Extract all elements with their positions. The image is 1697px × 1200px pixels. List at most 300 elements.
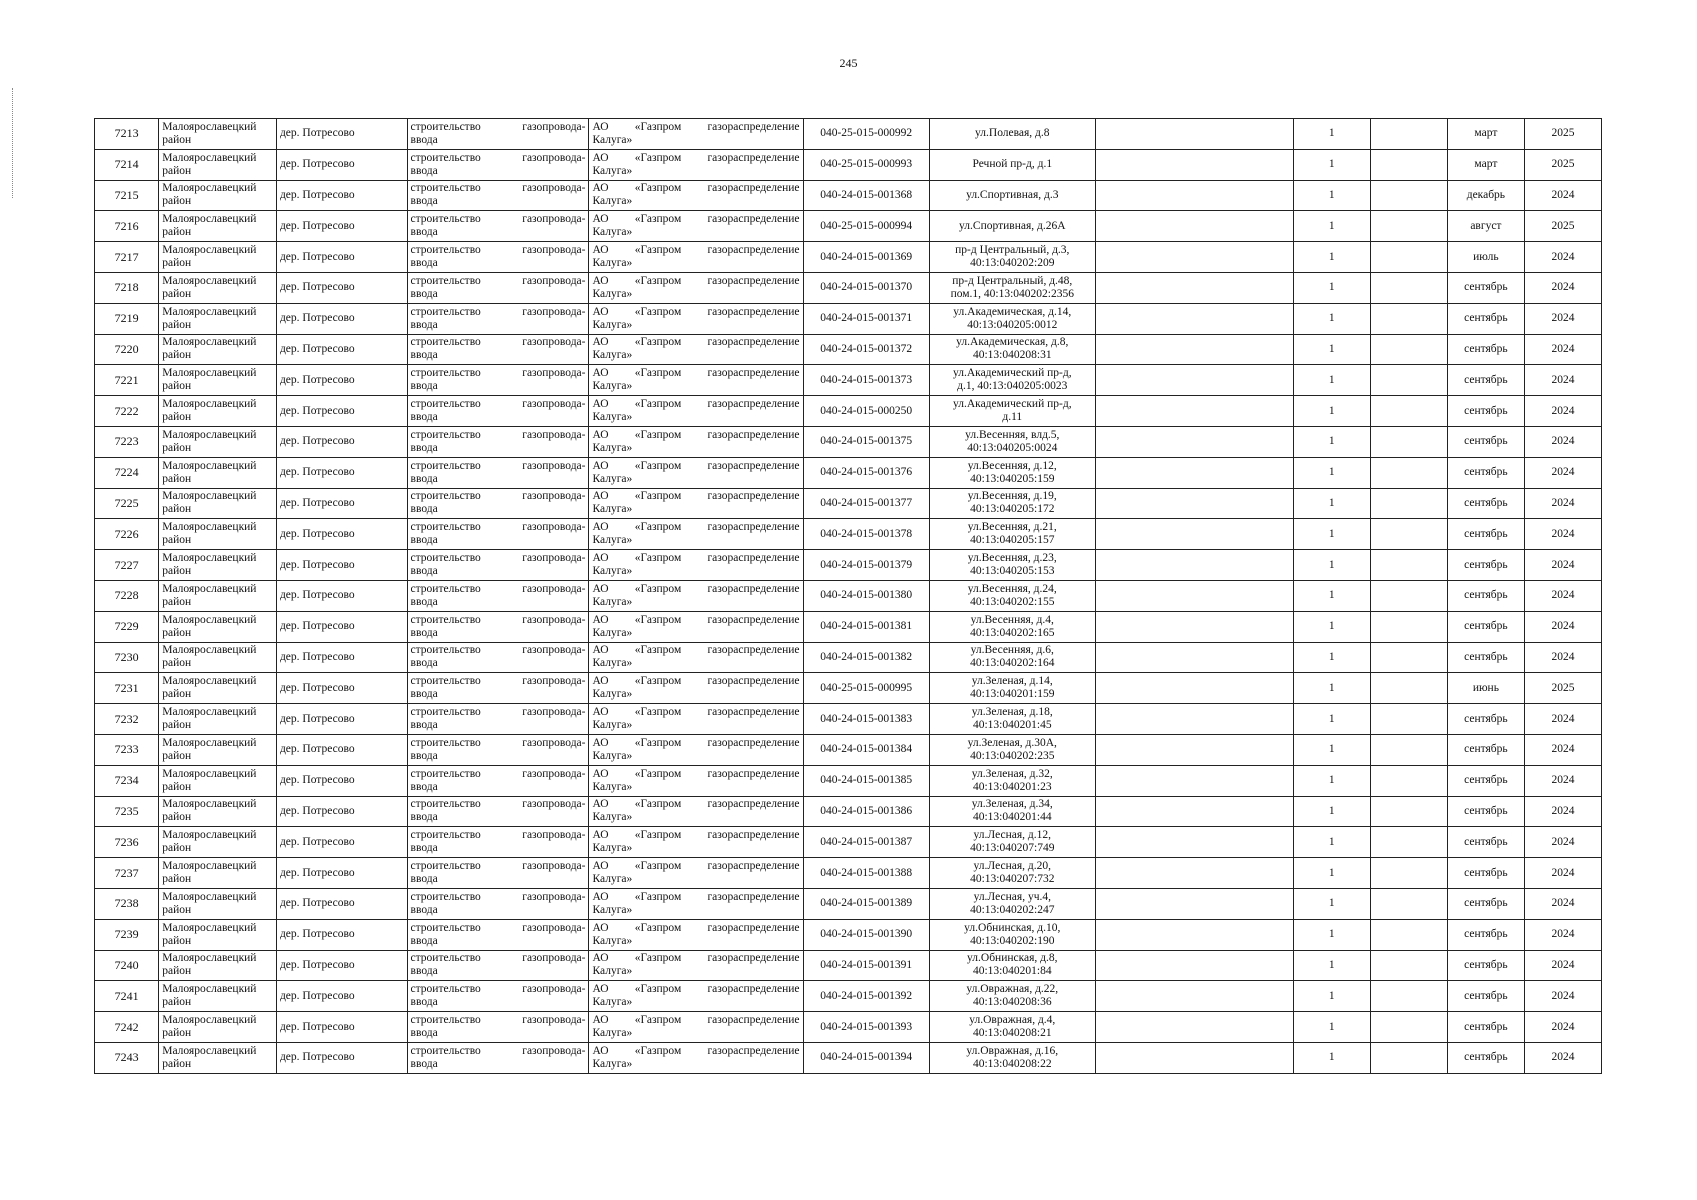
month-cell: сентябрь [1447, 580, 1524, 611]
year-cell: 2024 [1524, 365, 1601, 396]
empty-cell [1095, 149, 1293, 180]
address-line-2: 40:13:040202:190 [970, 934, 1055, 947]
region-line-1: Малоярославецкий [162, 490, 257, 503]
region-cell [159, 334, 277, 365]
empty-cell [1095, 796, 1293, 827]
quantity-cell: 1 [1293, 858, 1370, 889]
row-number: 7230 [95, 642, 159, 673]
address-line-1: ул.Обнинская, д.8, [967, 952, 1058, 965]
work-line-1: строительство газопровода- [410, 398, 586, 411]
work-type-cell [407, 242, 589, 273]
empty-cell [1095, 550, 1293, 581]
quantity-cell: 1 [1293, 734, 1370, 765]
year-cell: 2024 [1524, 242, 1601, 273]
object-code-cell: 040-24-015-001377 [803, 488, 929, 519]
year-cell: 2024 [1524, 550, 1601, 581]
table-row [95, 919, 1602, 950]
address-line-1: ул.Овражная, д.4, [969, 1014, 1056, 1026]
row-number: 7240 [95, 950, 159, 981]
quantity-cell: 1 [1293, 242, 1370, 273]
object-code-cell: 040-25-015-000995 [803, 673, 929, 704]
table-row [95, 765, 1602, 796]
empty-cell [1370, 1042, 1447, 1073]
empty-cell [1370, 519, 1447, 550]
organization-cell [589, 580, 803, 611]
month-cell: сентябрь [1447, 950, 1524, 981]
org-line-1: АО «Газпром газораспределение [592, 1014, 800, 1026]
settlement-cell: дер. Потресово [276, 765, 407, 796]
work-line-1: строительство газопровода- [410, 336, 586, 349]
region-cell [159, 457, 277, 488]
year-cell: 2024 [1524, 180, 1601, 211]
region-cell [159, 272, 277, 303]
organization-cell [589, 827, 803, 858]
region-cell [159, 580, 277, 611]
table-row [95, 519, 1602, 550]
address-line-1: пр-д Центральный, д.48, [952, 274, 1073, 287]
year-cell: 2024 [1524, 1012, 1601, 1043]
org-line-2: Калуга» [592, 503, 633, 516]
org-line-2: Калуга» [592, 226, 633, 239]
address-line-1: ул.Весенняя, д.6, [970, 644, 1054, 657]
work-line-2: ввода [410, 133, 438, 146]
month-cell: сентябрь [1447, 981, 1524, 1012]
year-cell: 2024 [1524, 981, 1601, 1012]
work-line-1: строительство газопровода- [410, 305, 586, 318]
region-line-2: район [162, 811, 192, 824]
address-line-2: 40:13:040205:172 [970, 503, 1055, 516]
address-line-2: 40:13:040202:155 [970, 595, 1055, 608]
settlement-cell: дер. Потресово [276, 242, 407, 273]
region-line-2: район [162, 842, 192, 855]
region-line-1: Малоярославецкий [162, 367, 257, 380]
address-cell [929, 426, 1095, 457]
address-cell [929, 580, 1095, 611]
region-line-2: район [162, 780, 192, 793]
address-cell [929, 119, 1095, 150]
row-number: 7223 [95, 426, 159, 457]
org-line-2: Калуга» [592, 996, 633, 1009]
org-line-2: Калуга» [592, 164, 633, 177]
month-cell: сентябрь [1447, 858, 1524, 889]
region-cell [159, 919, 277, 950]
month-cell: сентябрь [1447, 919, 1524, 950]
address-cell [929, 211, 1095, 242]
quantity-cell: 1 [1293, 396, 1370, 427]
region-line-2: район [162, 226, 192, 239]
region-cell [159, 858, 277, 889]
object-code-cell: 040-24-015-001376 [803, 457, 929, 488]
row-number: 7215 [95, 180, 159, 211]
region-line-2: район [162, 1027, 192, 1039]
work-type-cell [407, 981, 589, 1012]
address-line-1: ул.Весенняя, д.19, [967, 490, 1057, 503]
work-line-2: ввода [410, 873, 438, 886]
work-type-cell [407, 1012, 589, 1043]
address-line-1: ул.Зеленая, д.14, [971, 675, 1053, 688]
year-cell: 2025 [1524, 119, 1601, 150]
work-line-2: ввода [410, 626, 438, 639]
region-line-2: район [162, 503, 192, 516]
region-line-2: район [162, 287, 192, 300]
address-cell [929, 180, 1095, 211]
row-number: 7226 [95, 519, 159, 550]
month-cell: сентябрь [1447, 888, 1524, 919]
quantity-cell: 1 [1293, 796, 1370, 827]
address-cell [929, 765, 1095, 796]
org-line-1: АО «Газпром газораспределение [592, 182, 800, 195]
settlement-cell: дер. Потресово [276, 488, 407, 519]
object-code-cell: 040-24-015-001394 [803, 1042, 929, 1073]
work-line-2: ввода [410, 780, 438, 793]
object-code-cell: 040-24-015-001369 [803, 242, 929, 273]
organization-cell [589, 550, 803, 581]
work-line-2: ввода [410, 749, 438, 762]
object-code-cell: 040-24-015-001375 [803, 426, 929, 457]
object-code-cell: 040-24-015-001393 [803, 1012, 929, 1043]
row-number: 7232 [95, 704, 159, 735]
org-line-1: АО «Газпром газораспределение [592, 860, 800, 873]
row-number: 7228 [95, 580, 159, 611]
address-line-1: ул.Зеленая, д.34, [971, 798, 1053, 811]
org-line-2: Калуга» [592, 349, 633, 362]
object-code-cell: 040-24-015-001386 [803, 796, 929, 827]
org-line-1: АО «Газпром газораспределение [592, 921, 800, 934]
settlement-cell: дер. Потресово [276, 119, 407, 150]
org-line-2: Калуга» [592, 257, 633, 270]
org-line-1: АО «Газпром газораспределение [592, 552, 800, 565]
settlement-cell: дер. Потресово [276, 180, 407, 211]
region-cell [159, 611, 277, 642]
quantity-cell: 1 [1293, 550, 1370, 581]
empty-cell [1095, 211, 1293, 242]
region-line-2: район [162, 595, 192, 608]
org-line-2: Калуга» [592, 657, 633, 670]
work-type-cell [407, 272, 589, 303]
organization-cell [589, 888, 803, 919]
row-number: 7239 [95, 919, 159, 950]
address-line-2: 40:13:040205:0024 [967, 441, 1058, 454]
month-cell: март [1447, 149, 1524, 180]
organization-cell [589, 734, 803, 765]
row-number: 7236 [95, 827, 159, 858]
empty-cell [1095, 704, 1293, 735]
organization-cell [589, 1012, 803, 1043]
row-number: 7221 [95, 365, 159, 396]
org-line-1: АО «Газпром газораспределение [592, 244, 800, 257]
table-row [95, 888, 1602, 919]
organization-cell [589, 611, 803, 642]
year-cell: 2025 [1524, 211, 1601, 242]
work-line-1: строительство газопровода- [410, 244, 586, 257]
org-line-1: АО «Газпром газораспределение [592, 521, 800, 534]
address-line-2: 40:13:040208:21 [972, 1027, 1052, 1039]
address-cell [929, 365, 1095, 396]
address-cell [929, 396, 1095, 427]
org-line-1: АО «Газпром газораспределение [592, 120, 800, 133]
org-line-2: Калуга» [592, 534, 633, 547]
empty-cell [1370, 303, 1447, 334]
year-cell: 2024 [1524, 580, 1601, 611]
work-line-2: ввода [410, 565, 438, 578]
work-line-1: строительство газопровода- [410, 798, 586, 811]
year-cell: 2025 [1524, 149, 1601, 180]
row-number: 7222 [95, 396, 159, 427]
address-cell [929, 981, 1095, 1012]
region-line-1: Малоярославецкий [162, 921, 257, 934]
object-code-cell: 040-24-015-000250 [803, 396, 929, 427]
work-line-2: ввода [410, 503, 438, 516]
address-line-1: ул.Весенняя, д.12, [967, 459, 1057, 472]
registry-table [94, 118, 1602, 1074]
region-cell [159, 673, 277, 704]
empty-cell [1370, 365, 1447, 396]
work-type-cell [407, 519, 589, 550]
row-number: 7233 [95, 734, 159, 765]
quantity-cell: 1 [1293, 272, 1370, 303]
organization-cell [589, 426, 803, 457]
work-line-1: строительство газопровода- [410, 921, 586, 934]
work-type-cell [407, 426, 589, 457]
object-code-cell: 040-24-015-001389 [803, 888, 929, 919]
empty-cell [1370, 426, 1447, 457]
region-line-2: район [162, 441, 192, 454]
work-line-2: ввода [410, 996, 438, 1009]
work-line-1: строительство газопровода- [410, 890, 586, 903]
empty-cell [1370, 919, 1447, 950]
region-line-2: район [162, 164, 192, 177]
address-cell [929, 673, 1095, 704]
settlement-cell: дер. Потресово [276, 1012, 407, 1043]
object-code-cell: 040-24-015-001390 [803, 919, 929, 950]
quantity-cell: 1 [1293, 488, 1370, 519]
organization-cell [589, 303, 803, 334]
organization-cell [589, 1042, 803, 1073]
organization-cell [589, 272, 803, 303]
empty-cell [1370, 211, 1447, 242]
table-row [95, 1012, 1602, 1043]
address-cell [929, 457, 1095, 488]
page-number: 245 [839, 56, 858, 70]
address-line-1: ул.Академическая, д.14, [953, 305, 1072, 318]
table-row [95, 396, 1602, 427]
organization-cell [589, 488, 803, 519]
organization-cell [589, 242, 803, 273]
organization-cell [589, 981, 803, 1012]
region-line-1: Малоярославецкий [162, 1014, 257, 1026]
empty-cell [1370, 888, 1447, 919]
table-row [95, 211, 1602, 242]
empty-cell [1095, 457, 1293, 488]
empty-cell [1095, 272, 1293, 303]
empty-cell [1095, 580, 1293, 611]
region-cell [159, 950, 277, 981]
region-cell [159, 1042, 277, 1073]
empty-cell [1370, 642, 1447, 673]
region-line-1: Малоярославецкий [162, 274, 257, 287]
scan-margin-marks [12, 88, 17, 198]
year-cell: 2024 [1524, 457, 1601, 488]
work-type-cell [407, 611, 589, 642]
region-line-2: район [162, 472, 192, 485]
work-line-2: ввода [410, 965, 438, 978]
work-line-2: ввода [410, 441, 438, 454]
object-code-cell: 040-24-015-001372 [803, 334, 929, 365]
address-cell [929, 488, 1095, 519]
org-line-2: Калуга» [592, 411, 633, 424]
region-line-2: район [162, 719, 192, 732]
region-line-1: Малоярославецкий [162, 120, 257, 133]
region-line-1: Малоярославецкий [162, 521, 257, 534]
work-type-cell [407, 919, 589, 950]
region-line-2: район [162, 411, 192, 424]
region-line-2: район [162, 195, 192, 208]
work-line-1: строительство газопровода- [410, 952, 586, 965]
region-line-1: Малоярославецкий [162, 213, 257, 226]
region-line-2: район [162, 565, 192, 578]
work-type-cell [407, 180, 589, 211]
settlement-cell: дер. Потресово [276, 396, 407, 427]
organization-cell [589, 642, 803, 673]
region-line-2: район [162, 996, 192, 1009]
region-cell [159, 827, 277, 858]
address-line-2: 40:13:040205:0012 [967, 318, 1058, 331]
month-cell: сентябрь [1447, 272, 1524, 303]
address-cell [929, 334, 1095, 365]
work-line-2: ввода [410, 719, 438, 732]
work-line-1: строительство газопровода- [410, 428, 586, 441]
org-line-1: АО «Газпром газораспределение [592, 305, 800, 318]
quantity-cell: 1 [1293, 303, 1370, 334]
org-line-1: АО «Газпром газораспределение [592, 490, 800, 503]
work-type-cell [407, 550, 589, 581]
address-line-1: ул.Академическая, д.8, [956, 336, 1069, 349]
work-line-1: строительство газопровода- [410, 983, 586, 996]
month-cell: сентябрь [1447, 519, 1524, 550]
object-code-cell: 040-24-015-001391 [803, 950, 929, 981]
work-line-2: ввода [410, 287, 438, 300]
region-line-1: Малоярославецкий [162, 552, 257, 565]
work-line-1: строительство газопровода- [410, 490, 586, 503]
work-line-2: ввода [410, 595, 438, 608]
organization-cell [589, 365, 803, 396]
work-type-cell [407, 950, 589, 981]
organization-cell [589, 457, 803, 488]
address-line-2: 40:13:040201:23 [972, 780, 1052, 793]
empty-cell [1095, 334, 1293, 365]
work-type-cell [407, 334, 589, 365]
region-cell [159, 396, 277, 427]
empty-cell [1370, 149, 1447, 180]
region-line-2: район [162, 380, 192, 393]
region-line-1: Малоярославецкий [162, 182, 257, 195]
year-cell: 2024 [1524, 765, 1601, 796]
work-type-cell [407, 642, 589, 673]
address-cell [929, 888, 1095, 919]
address-line-1: ул.Весенняя, д.23, [967, 552, 1057, 565]
org-line-2: Калуга» [592, 595, 633, 608]
org-line-1: АО «Газпром газораспределение [592, 613, 800, 626]
region-line-2: район [162, 1057, 192, 1070]
settlement-cell: дер. Потресово [276, 211, 407, 242]
object-code-cell: 040-25-015-000993 [803, 149, 929, 180]
address-line-1: ул.Весенняя, д.24, [967, 582, 1057, 595]
region-line-2: район [162, 903, 192, 916]
address-line-2: 40:13:040202:209 [970, 257, 1055, 270]
organization-cell [589, 796, 803, 827]
quantity-cell: 1 [1293, 950, 1370, 981]
organization-cell [589, 119, 803, 150]
org-line-2: Калуга» [592, 719, 633, 732]
quantity-cell: 1 [1293, 1012, 1370, 1043]
work-type-cell [407, 888, 589, 919]
work-line-1: строительство газопровода- [410, 613, 586, 626]
address-cell [929, 242, 1095, 273]
org-line-2: Калуга» [592, 934, 633, 947]
work-line-2: ввода [410, 1027, 438, 1039]
address-cell [929, 611, 1095, 642]
org-line-1: АО «Газпром газораспределение [592, 151, 800, 164]
settlement-cell: дер. Потресово [276, 580, 407, 611]
region-cell [159, 796, 277, 827]
org-line-2: Калуга» [592, 811, 633, 824]
quantity-cell: 1 [1293, 211, 1370, 242]
settlement-cell: дер. Потресово [276, 334, 407, 365]
org-line-1: АО «Газпром газораспределение [592, 428, 800, 441]
work-line-1: строительство газопровода- [410, 767, 586, 780]
work-type-cell [407, 858, 589, 889]
object-code-cell: 040-24-015-001382 [803, 642, 929, 673]
address-line-1: ул.Обнинская, д.10, [964, 921, 1061, 934]
row-number: 7217 [95, 242, 159, 273]
empty-cell [1095, 888, 1293, 919]
address-line-2: 40:13:040207:732 [970, 873, 1055, 886]
address-line-1: ул.Зеленая, д.18, [971, 706, 1053, 719]
work-line-2: ввода [410, 903, 438, 916]
month-cell: сентябрь [1447, 734, 1524, 765]
work-line-1: строительство газопровода- [410, 582, 586, 595]
table-row [95, 457, 1602, 488]
region-cell [159, 303, 277, 334]
empty-cell [1095, 519, 1293, 550]
org-line-1: АО «Газпром газораспределение [592, 367, 800, 380]
row-number: 7220 [95, 334, 159, 365]
table-row [95, 827, 1602, 858]
month-cell: сентябрь [1447, 611, 1524, 642]
address-line-1: ул.Лесная, уч.4, [973, 890, 1051, 903]
region-cell [159, 488, 277, 519]
year-cell: 2024 [1524, 334, 1601, 365]
empty-cell [1370, 673, 1447, 704]
settlement-cell: дер. Потресово [276, 858, 407, 889]
empty-cell [1095, 1042, 1293, 1073]
table-row [95, 611, 1602, 642]
work-line-1: строительство газопровода- [410, 213, 586, 226]
address-line-2: 40:13:040201:45 [972, 719, 1052, 732]
org-line-1: АО «Газпром газораспределение [592, 675, 800, 688]
organization-cell [589, 673, 803, 704]
quantity-cell: 1 [1293, 981, 1370, 1012]
quantity-cell: 1 [1293, 888, 1370, 919]
address-line-2: пом.1, 40:13:040202:2356 [950, 287, 1074, 300]
address-line-1: ул.Спортивная, д.26А [959, 219, 1066, 232]
address-line-2: 40:13:040201:84 [972, 965, 1052, 978]
address-line-2: д.1, 40:13:040205:0023 [957, 380, 1068, 393]
address-line-1: ул.Лесная, д.12, [973, 829, 1052, 842]
region-line-2: район [162, 133, 192, 146]
org-line-1: АО «Газпром газораспределение [592, 213, 800, 226]
row-number: 7219 [95, 303, 159, 334]
